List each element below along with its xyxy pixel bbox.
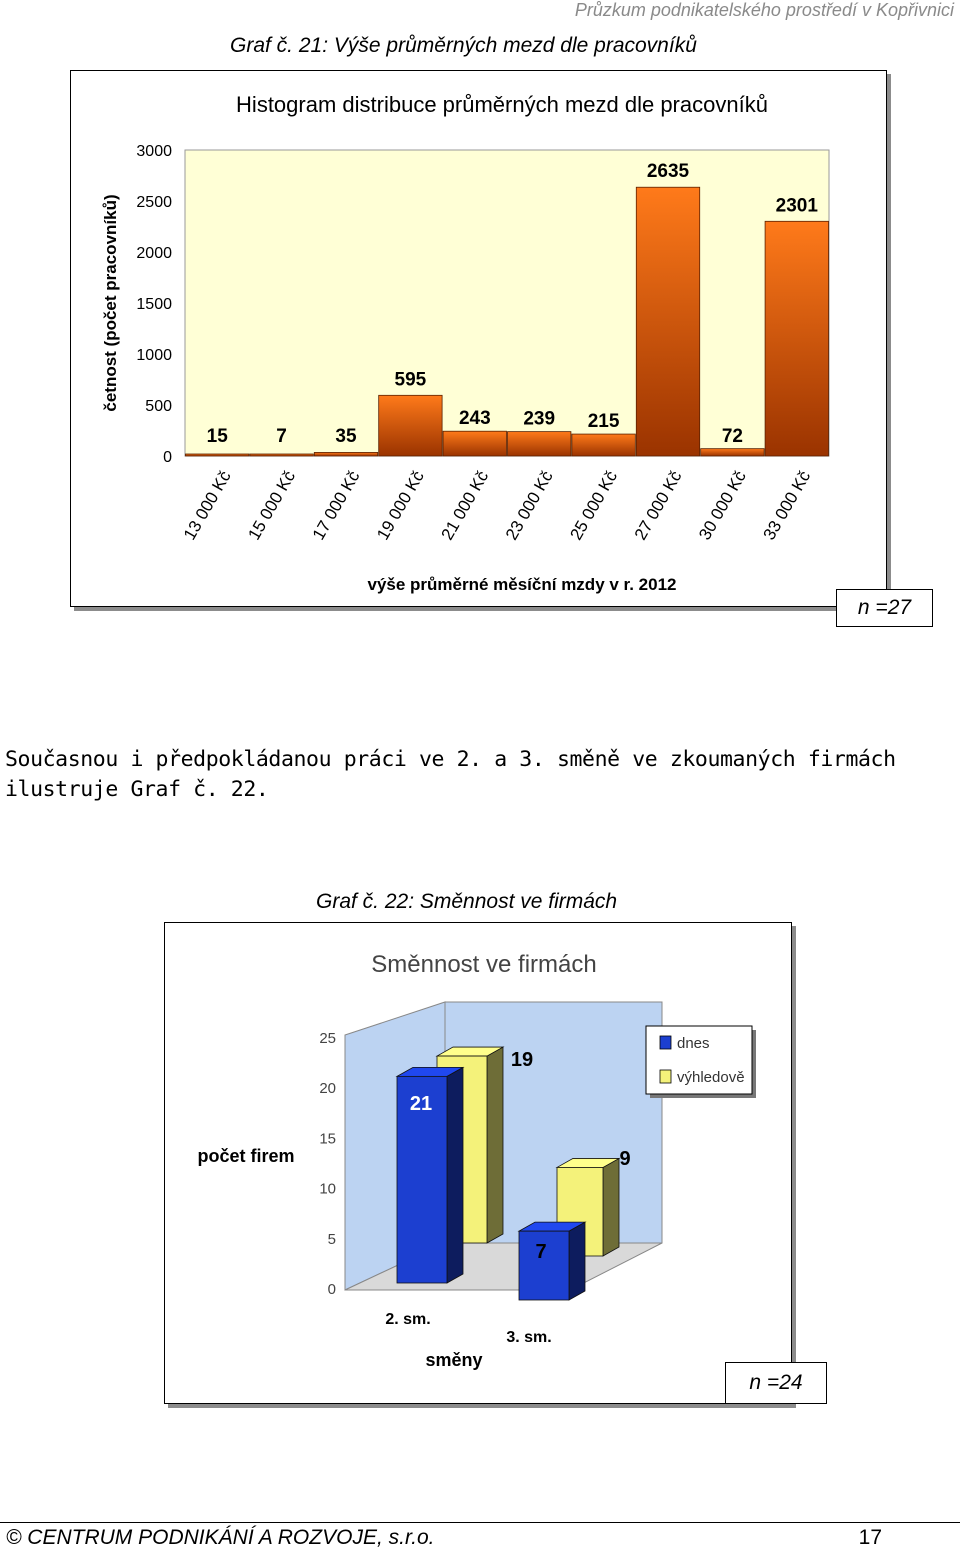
chart2-bar-side xyxy=(569,1222,585,1300)
chart2-bar-side xyxy=(447,1067,463,1283)
chart2-y-axis-label: počet firem xyxy=(197,1146,295,1166)
chart1-data-label: 72 xyxy=(721,426,743,447)
chart1-y-tick-label: 2500 xyxy=(136,194,172,211)
chart1-bar xyxy=(765,221,828,456)
chart1-bar xyxy=(185,454,248,456)
chart1-x-tick-label: 23 000 Kč xyxy=(501,467,557,544)
page-number: 17 xyxy=(858,1526,882,1549)
chart2-x-tick-label: 3. sm. xyxy=(506,1329,552,1346)
shift-chart xyxy=(0,900,960,1420)
chart1-y-tick-label: 1500 xyxy=(136,296,172,313)
chart2-legend-swatch xyxy=(660,1070,671,1083)
figure1-caption: Graf č. 21: Výše průměrných mezd dle pracovníků xyxy=(230,34,697,57)
chart2-y-tick-label: 20 xyxy=(319,1080,336,1098)
chart1-x-tick-label: 19 000 Kč xyxy=(373,467,428,544)
chart2-x-axis-label: směny xyxy=(425,1350,483,1370)
chart2-data-label: 7 xyxy=(535,1241,547,1263)
chart1-data-label: 7 xyxy=(276,426,287,447)
chart2-y-tick-label: 25 xyxy=(319,1030,336,1047)
chart1-bar xyxy=(250,454,313,456)
chart1-plot-area xyxy=(185,150,829,456)
chart1-bar xyxy=(443,431,506,456)
chart1-x-tick-label: 25 000 Kč xyxy=(566,467,622,544)
chart1-x-tick-label: 33 000 Kč xyxy=(759,467,815,544)
chart1-data-label: 243 xyxy=(458,408,491,430)
chart1-y-tick-label: 500 xyxy=(145,398,172,415)
sample-size-label: n =27 xyxy=(836,589,933,627)
footer-publisher: © CENTRUM PODNIKÁNÍ A ROZVOJE, s.r.o. xyxy=(6,1526,435,1549)
chart1-x-tick-label: 27 000 Kč xyxy=(630,467,686,544)
sample-size-label-2: n =24 xyxy=(725,1362,827,1404)
chart1-bar xyxy=(314,452,377,456)
chart2-y-tick-label: 0 xyxy=(327,1281,336,1298)
chart1-data-label: 2301 xyxy=(775,195,818,217)
chart1-y-tick-label: 1000 xyxy=(136,347,172,364)
chart2-y-tick-label: 15 xyxy=(319,1130,336,1148)
figure2-caption: Graf č. 22: Směnnost ve firmách xyxy=(316,890,618,913)
chart1-y-tick-label: 2000 xyxy=(136,245,172,262)
chart1-bar xyxy=(701,449,764,456)
footer-rule xyxy=(0,1522,960,1523)
chart1-x-tick-label: 13 000 Kč xyxy=(179,467,235,544)
chart1-data-label: 239 xyxy=(523,408,556,430)
chart1-bar xyxy=(379,395,442,456)
chart2-x-tick-label: 2. sm. xyxy=(385,1311,431,1328)
chart2-data-label: 19 xyxy=(510,1049,534,1071)
chart2-data-label: 9 xyxy=(619,1148,631,1170)
chart1-x-tick-label: 15 000 Kč xyxy=(244,467,300,544)
chart1-y-tick-label: 3000 xyxy=(136,143,172,160)
chart2-bar-side xyxy=(487,1047,503,1243)
chart1-title: Histogram distribuce průměrných mezd dle pracovníků xyxy=(236,92,768,117)
chart2-bar-side xyxy=(603,1158,619,1256)
chart2-legend-label: dnes xyxy=(677,1035,710,1052)
chart1-bar xyxy=(636,187,699,456)
chart1-data-label: 215 xyxy=(587,411,620,433)
chart1-x-axis-label: výše průměrné měsíční mzdy v r. 2012 xyxy=(367,575,677,594)
chart1-y-tick-label: 0 xyxy=(163,449,172,466)
chart1-bar xyxy=(507,432,570,456)
chart1-bar xyxy=(572,434,635,456)
chart2-y-tick-label: 5 xyxy=(327,1230,336,1248)
histogram-chart xyxy=(0,0,960,640)
chart1-data-label: 15 xyxy=(206,426,228,447)
chart2-legend-label: výhledově xyxy=(677,1069,745,1086)
chart2-data-label: 21 xyxy=(409,1093,433,1115)
chart1-y-axis-label: četnost (počet pracovníků) xyxy=(101,194,120,412)
chart2-y-tick-label: 10 xyxy=(319,1180,336,1198)
chart1-x-tick-label: 21 000 Kč xyxy=(437,467,493,544)
chart1-data-label: 2635 xyxy=(646,161,690,183)
body-paragraph: Současnou i předpokládanou práci ve 2. a 3. směně ve zkoumaných firmách ilustruje Graf č. 22. xyxy=(5,747,896,802)
chart1-data-label: 35 xyxy=(335,426,357,447)
chart1-x-tick-label: 17 000 Kč xyxy=(308,467,364,544)
running-header: Průzkum podnikatelského prostředí v Kopřivnici xyxy=(574,0,954,20)
chart1-x-tick-label: 30 000 Kč xyxy=(695,467,750,544)
chart2-legend-swatch xyxy=(660,1036,671,1049)
chart2-title: Směnnost ve firmách xyxy=(371,951,597,978)
chart1-data-label: 595 xyxy=(394,369,427,391)
